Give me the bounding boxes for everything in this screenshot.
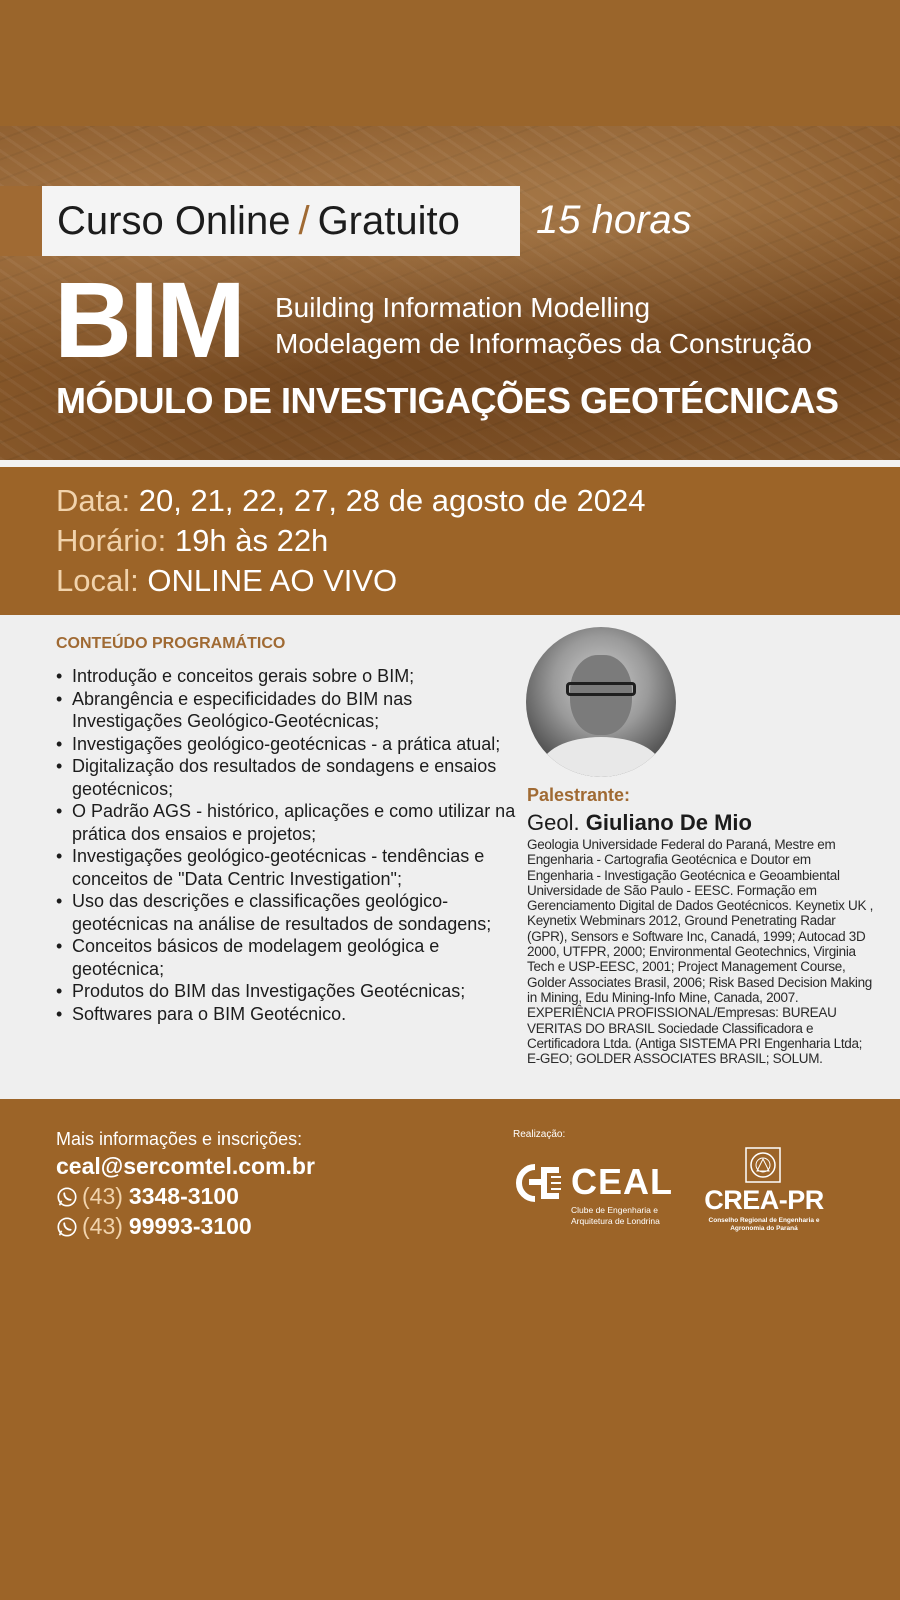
speaker-photo-shirt bbox=[541, 737, 661, 777]
date-label: Data: bbox=[56, 483, 131, 518]
ceal-logo bbox=[513, 1157, 673, 1229]
course-price: Gratuito bbox=[317, 198, 460, 243]
footer bbox=[0, 1099, 900, 1600]
course-title-box bbox=[42, 186, 520, 256]
course-type: Curso Online bbox=[57, 198, 291, 243]
program-list bbox=[56, 665, 516, 1025]
bim-acronym: BIM bbox=[54, 259, 243, 380]
phone-2-prefix: (43) bbox=[82, 1213, 123, 1239]
speaker-label: Palestrante: bbox=[527, 785, 631, 805]
content-section bbox=[0, 615, 900, 1099]
list-item: • Introdução e conceitos gerais sobre o BIM; bbox=[56, 665, 516, 688]
crea-name: CREA-PR bbox=[704, 1185, 824, 1215]
whatsapp-icon bbox=[56, 1186, 78, 1208]
bim-subtitle-pt: Modelagem de Informações da Construção bbox=[275, 328, 812, 359]
organizers-label: Realização: bbox=[513, 1129, 566, 1140]
date-value: 20, 21, 22, 27, 28 de agosto de 2024 bbox=[138, 483, 646, 518]
phone-1-number: 3348-3100 bbox=[128, 1183, 239, 1209]
list-item: • Digitalização dos resultados de sondagens e ensaios geotécnicos; bbox=[56, 755, 516, 800]
list-item: • O Padrão AGS - histórico, aplicações e como utilizar na prática dos ensaios e projetos; bbox=[56, 800, 516, 845]
speaker-bio: Geologia Universidade Federal do Paraná, Mestre em Engenharia - Cartografia Geotécnica e Doutor em Engenharia - Investigação Geotécnica e Geoambiental Universidade de São Paulo - EESC. Formação em Gerenciamento Digital de Dados Geotécnicos. Keynetix UK , Keynetix Webminars 2012, Ground Penetrating Radar (GPR), Sensors e Software Inc, Canadá, 1999; Autocad 3D 2000, UTFPR, 2000; Environmental Geotechnics, Virginia Tech e USP-EESC, 2001; Project Management Course, Golder Associates Brasil, 2006; Risk Based Decision Making in Mining, Edu Mining-Info Mine, Canada, 2007. EXPERIÊNCIA PROFISSIONAL/Empresas: BUREAU VERITAS DO BRASIL Sociedade Classificadora e Certificadora Ltda. (Antiga SISTEMA PRI Engenharia Ltda; E-GEO; GOLDER ASSOCIATES BRASIL; SOLUM. bbox=[527, 837, 874, 1067]
whatsapp-icon bbox=[56, 1216, 78, 1238]
speaker-name bbox=[527, 810, 752, 836]
time-label: Horário: bbox=[56, 523, 167, 558]
bim-subtitle bbox=[275, 290, 812, 362]
crea-logo bbox=[700, 1147, 830, 1237]
speaker-full-name: Giuliano De Mio bbox=[585, 810, 752, 835]
list-item: • Uso das descrições e classificações geológico-geotécnicas na análise de resultados de sondagens; bbox=[56, 890, 516, 935]
list-item: • Investigações geológico-geotécnicas - a prática atual; bbox=[56, 733, 516, 756]
phone-1[interactable] bbox=[56, 1183, 239, 1210]
time-row bbox=[56, 523, 328, 559]
list-item: • Abrangência e especificidades do BIM nas Investigações Geológico-Geotécnicas; bbox=[56, 688, 516, 733]
place-row bbox=[56, 563, 397, 599]
place-value: ONLINE AO VIVO bbox=[147, 563, 398, 598]
list-item: • Softwares para o BIM Geotécnico. bbox=[56, 1003, 516, 1026]
list-item: • Produtos do BIM das Investigações Geotécnicas; bbox=[56, 980, 516, 1003]
event-info bbox=[0, 467, 900, 615]
list-item: • Investigações geológico-geotécnicas - tendências e conceitos de "Data Centric Investigation"; bbox=[56, 845, 516, 890]
speaker-prefix: Geol. bbox=[527, 810, 580, 835]
place-label: Local: bbox=[56, 563, 139, 598]
more-info-label: Mais informações e inscrições: bbox=[56, 1129, 303, 1149]
title-accent-strip bbox=[0, 186, 42, 256]
crea-full-name: Conselho Regional de Engenharia e Agronomia do Paraná bbox=[708, 1217, 820, 1232]
hero-banner bbox=[0, 126, 900, 460]
ceal-full-name: Clube de Engenharia e Arquitetura de Londrina bbox=[571, 1205, 660, 1226]
speaker-photo-glasses bbox=[566, 682, 636, 696]
time-value: 19h às 22h bbox=[174, 523, 329, 558]
title-separator: / bbox=[298, 198, 310, 243]
contact-email[interactable]: ceal@sercomtel.com.br bbox=[56, 1153, 315, 1179]
program-title: CONTEÚDO PROGRAMÁTICO bbox=[56, 635, 286, 652]
ceal-name: CEAL bbox=[571, 1161, 673, 1202]
divider bbox=[0, 460, 900, 467]
ceal-logo-icon bbox=[513, 1163, 563, 1203]
speaker-photo bbox=[526, 627, 676, 777]
bim-subtitle-en: Building Information Modelling bbox=[275, 292, 651, 323]
course-duration: 15 horas bbox=[536, 198, 692, 242]
crea-seal-icon bbox=[745, 1147, 781, 1183]
date-row bbox=[56, 483, 646, 519]
phone-2-number: 99993-3100 bbox=[128, 1213, 252, 1239]
phone-2[interactable] bbox=[56, 1213, 252, 1240]
list-item: • Conceitos básicos de modelagem geológica e geotécnica; bbox=[56, 935, 516, 980]
phone-1-prefix: (43) bbox=[82, 1183, 123, 1209]
module-title: MÓDULO DE INVESTIGAÇÕES GEOTÉCNICAS bbox=[56, 380, 839, 421]
